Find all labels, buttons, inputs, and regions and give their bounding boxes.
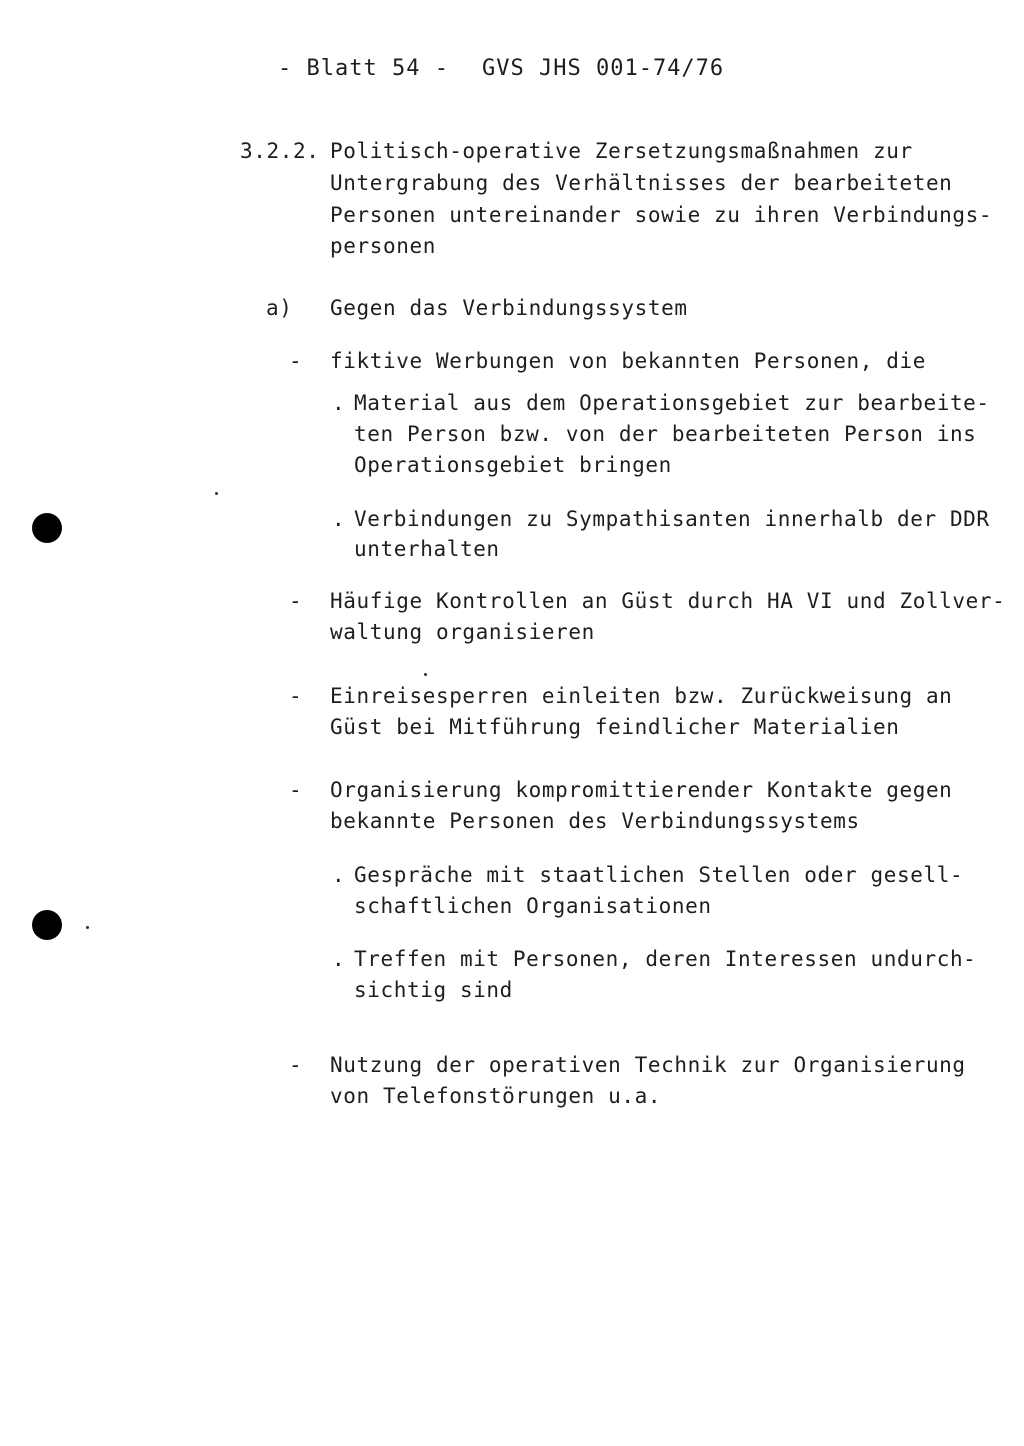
list-item-line: waltung organisieren — [330, 620, 595, 644]
specks — [424, 673, 427, 676]
sub-item-line: ten Person bzw. von der bearbeiteten Person ins — [354, 422, 977, 446]
list-item-line: Einreisesperren einleiten bzw. Zurückweisung an — [330, 684, 953, 708]
document-reference: GVS JHS 001-74/76 — [482, 56, 725, 81]
bullet-marker: . — [332, 863, 346, 887]
sheet-number: - Blatt 54 - — [278, 56, 449, 81]
subsection-title: Gegen das Verbindungssystem — [330, 296, 688, 320]
section-number: 3.2.2. — [240, 139, 320, 163]
list-item-line: Güst bei Mitführung feindlicher Materialien — [330, 715, 900, 739]
sub-item-line: unterhalten — [354, 537, 500, 561]
dash-marker: - — [289, 778, 303, 802]
sub-item-line: schaftlichen Organisationen — [354, 894, 712, 918]
sub-item-line: Material aus dem Operationsgebiet zur bearbeite- — [354, 391, 990, 415]
sub-item-line: Verbindungen zu Sympathisanten innerhalb der DDR — [354, 507, 990, 531]
punch-hole-lower — [32, 910, 62, 940]
subsection-marker: a) — [266, 296, 293, 320]
dash-marker: - — [289, 1053, 303, 1077]
list-item-line: fiktive Werbungen von bekannten Personen, die — [330, 349, 926, 373]
punch-hole-upper — [32, 513, 62, 543]
dash-marker: - — [289, 589, 303, 613]
specks — [86, 926, 89, 929]
dash-marker: - — [289, 349, 303, 373]
section-title-line: Untergrabung des Verhältnisses der bearbeiteten — [330, 171, 953, 195]
list-item-line: Häufige Kontrollen an Güst durch HA VI und Zollver- — [330, 589, 1006, 613]
list-item-line: von Telefonstörungen u.a. — [330, 1084, 662, 1108]
sub-item-line: Gespräche mit staatlichen Stellen oder gesell- — [354, 863, 964, 887]
list-item-line: Organisierung kompromittierender Kontakte gegen — [330, 778, 953, 802]
section-title-line: Personen untereinander sowie zu ihren Verbindungs- — [330, 203, 993, 227]
sub-item-line: sichtig sind — [354, 978, 513, 1002]
specks — [215, 492, 218, 495]
section-title-line: Politisch-operative Zersetzungsmaßnahmen zur — [330, 139, 913, 163]
section-title-line: personen — [330, 234, 436, 258]
bullet-marker: . — [332, 391, 346, 415]
sub-item-line: Operationsgebiet bringen — [354, 453, 672, 477]
dash-marker: - — [289, 684, 303, 708]
sub-item-line: Treffen mit Personen, deren Interessen undurch- — [354, 947, 977, 971]
list-item-line: Nutzung der operativen Technik zur Organisierung — [330, 1053, 966, 1077]
bullet-marker: . — [332, 507, 346, 531]
list-item-line: bekannte Personen des Verbindungssystems — [330, 809, 860, 833]
bullet-marker: . — [332, 947, 346, 971]
